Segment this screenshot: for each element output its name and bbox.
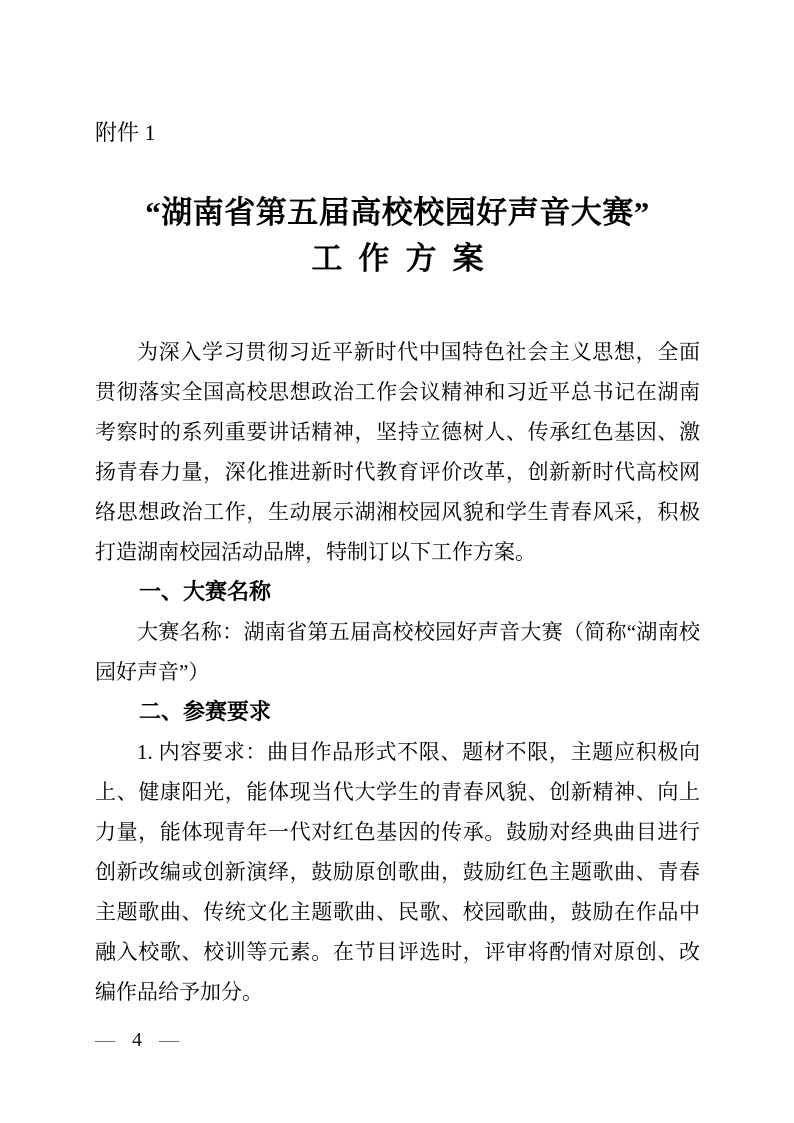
- text-line: 扬青春力量，深化推进新时代教育评价改革，创新新时代高校网: [95, 460, 700, 484]
- text-line: 上、健康阳光，能体现当代大学生的青春风貌、创新精神、向上: [95, 780, 700, 804]
- document-body: [95, 332, 700, 1012]
- text-line: 为深入学习贯彻习近平新时代中国特色社会主义思想，全面: [137, 340, 700, 364]
- footer-dash-right: —: [159, 1029, 181, 1051]
- title-line-2: 工作方案: [311, 241, 500, 276]
- text-line: 创新改编或创新演绎，鼓励原创歌曲，鼓励红色主题歌曲、青春: [95, 860, 700, 884]
- text-line: 贯彻落实全国高校思想政治工作会议精神和习近平总书记在湖南: [95, 380, 700, 404]
- page-footer: [95, 1028, 181, 1052]
- text-line: 主题歌曲、传统文化主题歌曲、民歌、校园歌曲，鼓励在作品中: [95, 900, 700, 924]
- text-line: 园好声音”）: [95, 660, 210, 684]
- text-line: 考察时的系列重要讲话精神，坚持立德树人、传承红色基因、激: [95, 420, 700, 444]
- text-line: 编作品给予加分。: [95, 980, 263, 1004]
- title-line-1: “湖南省第五届高校校园好声音大赛”: [145, 195, 650, 230]
- attachment-label: 附件 1: [95, 120, 156, 145]
- section-heading: 二、参赛要求: [139, 699, 272, 724]
- text-line: 大赛名称：湖南省第五届高校校园好声音大赛（简称“湖南校: [137, 620, 700, 644]
- page-number: 4: [132, 1029, 144, 1051]
- text-line: 1. 内容要求：曲目作品形式不限、题材不限，主题应积极向: [137, 740, 700, 764]
- footer-dash-left: —: [95, 1029, 117, 1051]
- document-title: [95, 192, 700, 284]
- section-heading: 一、大赛名称: [139, 579, 272, 604]
- text-line: 打造湖南校园活动品牌，特制订以下工作方案。: [95, 540, 536, 564]
- text-line: 络思想政治工作，生动展示湖湘校园风貌和学生青春风采，积极: [95, 500, 700, 524]
- text-line: 融入校歌、校训等元素。在节目评选时，评审将酌情对原创、改: [95, 940, 700, 964]
- text-line: 力量，能体现青年一代对红色基因的传承。鼓励对经典曲目进行: [95, 820, 700, 844]
